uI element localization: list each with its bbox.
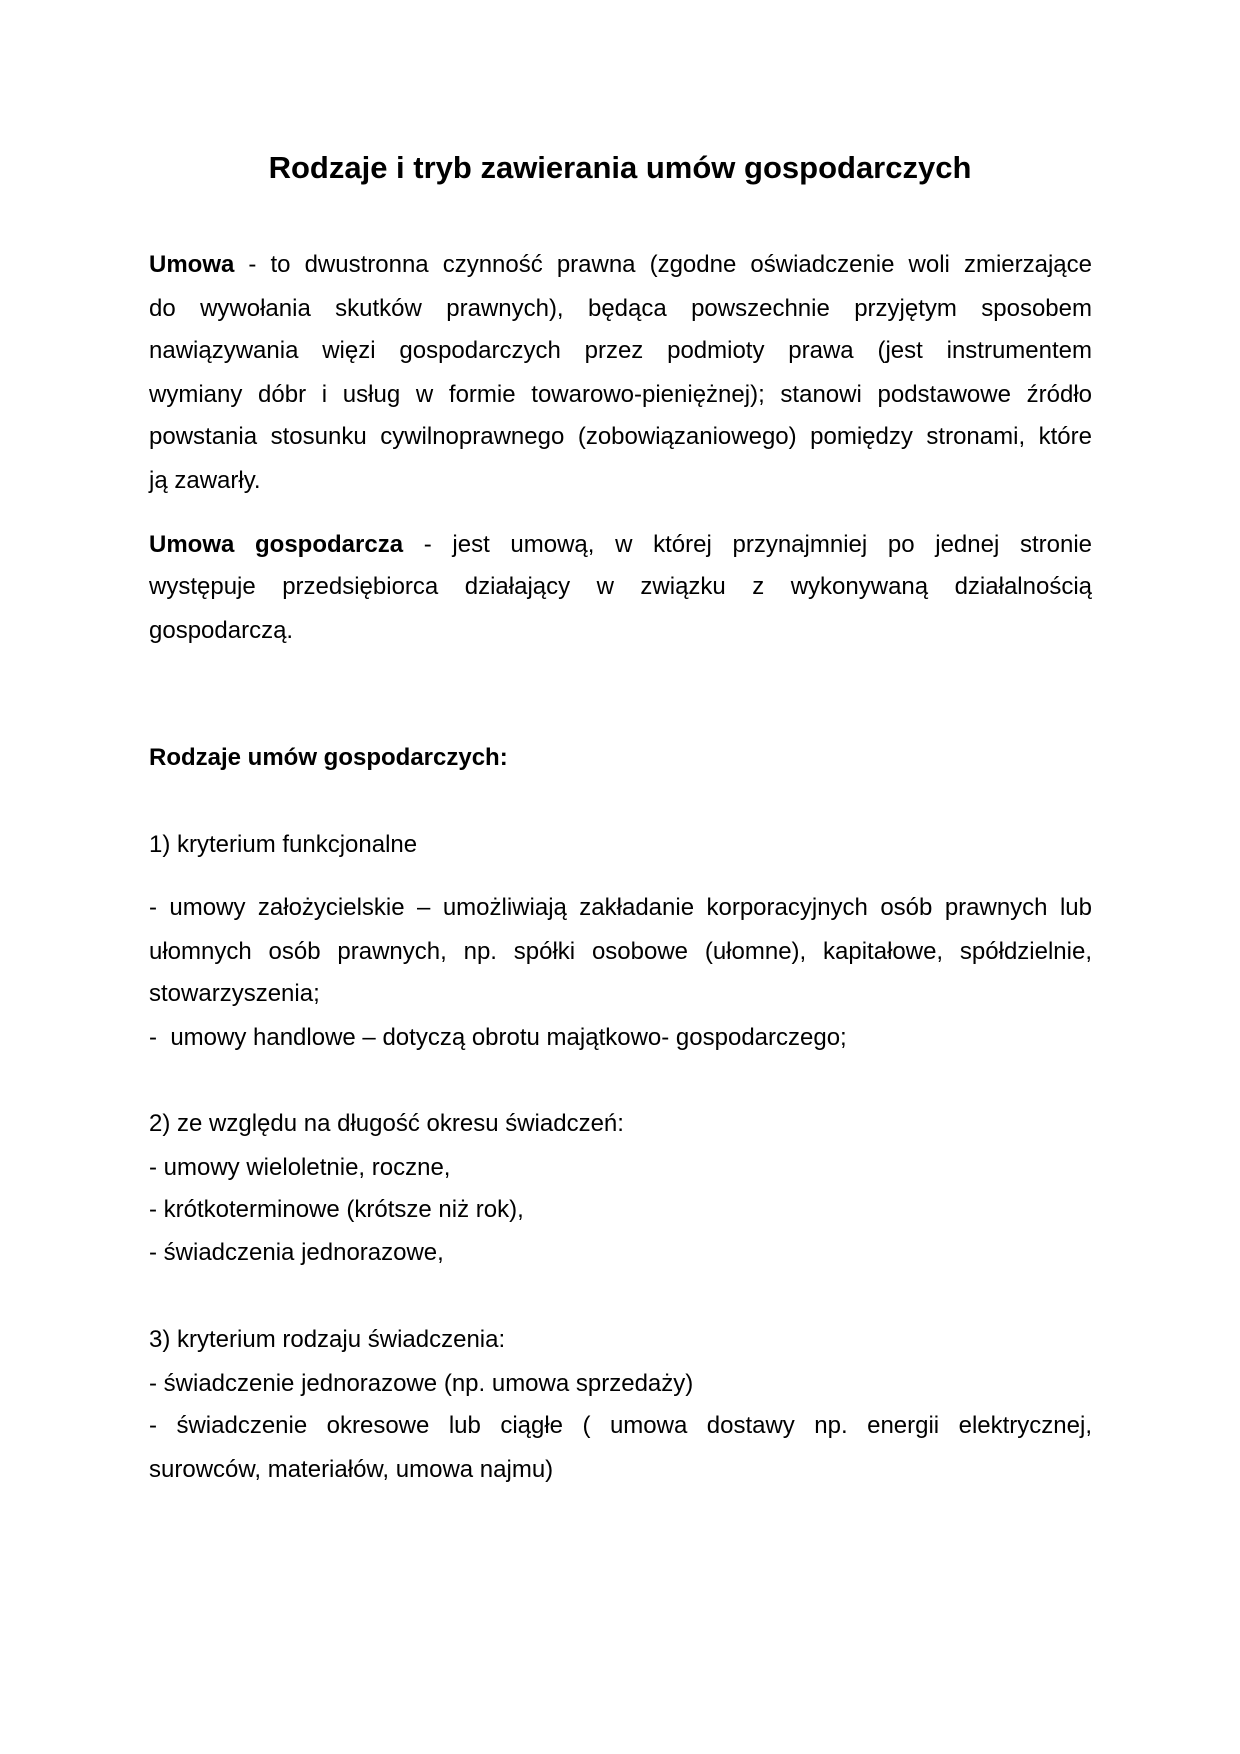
text-line: Umowa - to dwustronna czynność prawna (zgodne oświadczenie woli zmierzające (149, 251, 1092, 278)
list-item: - umowy założycielskie – umożliwiają zakładanie korporacyjnych osób prawnych lub (149, 894, 1092, 921)
text-line: wymiany dóbr i usług w formie towarowo-pieniężnej); stanowi podstawowe źródło (149, 381, 1092, 408)
list-item: - świadczenia jednorazowe, (149, 1239, 444, 1266)
list-item: surowców, materiałów, umowa najmu) (149, 1456, 554, 1483)
text-line: występuje przedsiębiorca działający w związku z wykonywaną działalnością (149, 573, 1092, 600)
document-title: Rodzaje i tryb zawierania umów gospodarczych (268, 150, 972, 185)
list-item: - świadczenie okresowe lub ciągłe ( umowa dostawy np. energii elektrycznej, (149, 1412, 1092, 1439)
text-line: gospodarczą. (149, 617, 294, 644)
list-item: - umowy wieloletnie, roczne, (149, 1154, 451, 1181)
list-item: ułomnych osób prawnych, np. spółki osobowe (ułomne), kapitałowe, spółdzielnie, (149, 938, 1092, 965)
list-item: stowarzyszenia; (149, 980, 320, 1007)
list-item: - umowy handlowe – dotyczą obrotu majątkowo- gospodarczego; (149, 1024, 847, 1051)
types-heading: Rodzaje umów gospodarczych: (149, 744, 508, 771)
list-item: - świadczenie jednorazowe (np. umowa sprzedaży) (149, 1370, 694, 1397)
text-line: nawiązywania więzi gospodarczych przez podmioty prawa (jest instrumentem (149, 337, 1092, 364)
criterion-heading: 3) kryterium rodzaju świadczenia: (149, 1326, 506, 1353)
text-line: do wywołania skutków prawnych), będąca powszechnie przyjętym sposobem (149, 295, 1092, 322)
text-line: ją zawarły. (149, 467, 261, 494)
text-line: Umowa gospodarcza - jest umową, w której przynajmniej po jednej stronie (149, 531, 1093, 558)
text-line: powstania stosunku cywilnoprawnego (zobowiązaniowego) pomiędzy stronami, które (149, 423, 1092, 450)
term-umowa: Umowa (149, 251, 235, 278)
term-umowa-gospodarcza: Umowa gospodarcza (149, 531, 404, 558)
list-item: - krótkoterminowe (krótsze niż rok), (149, 1196, 524, 1223)
criterion-heading: 1) kryterium funkcjonalne (149, 831, 418, 858)
criterion-heading: 2) ze względu na długość okresu świadczeń: (149, 1110, 624, 1137)
